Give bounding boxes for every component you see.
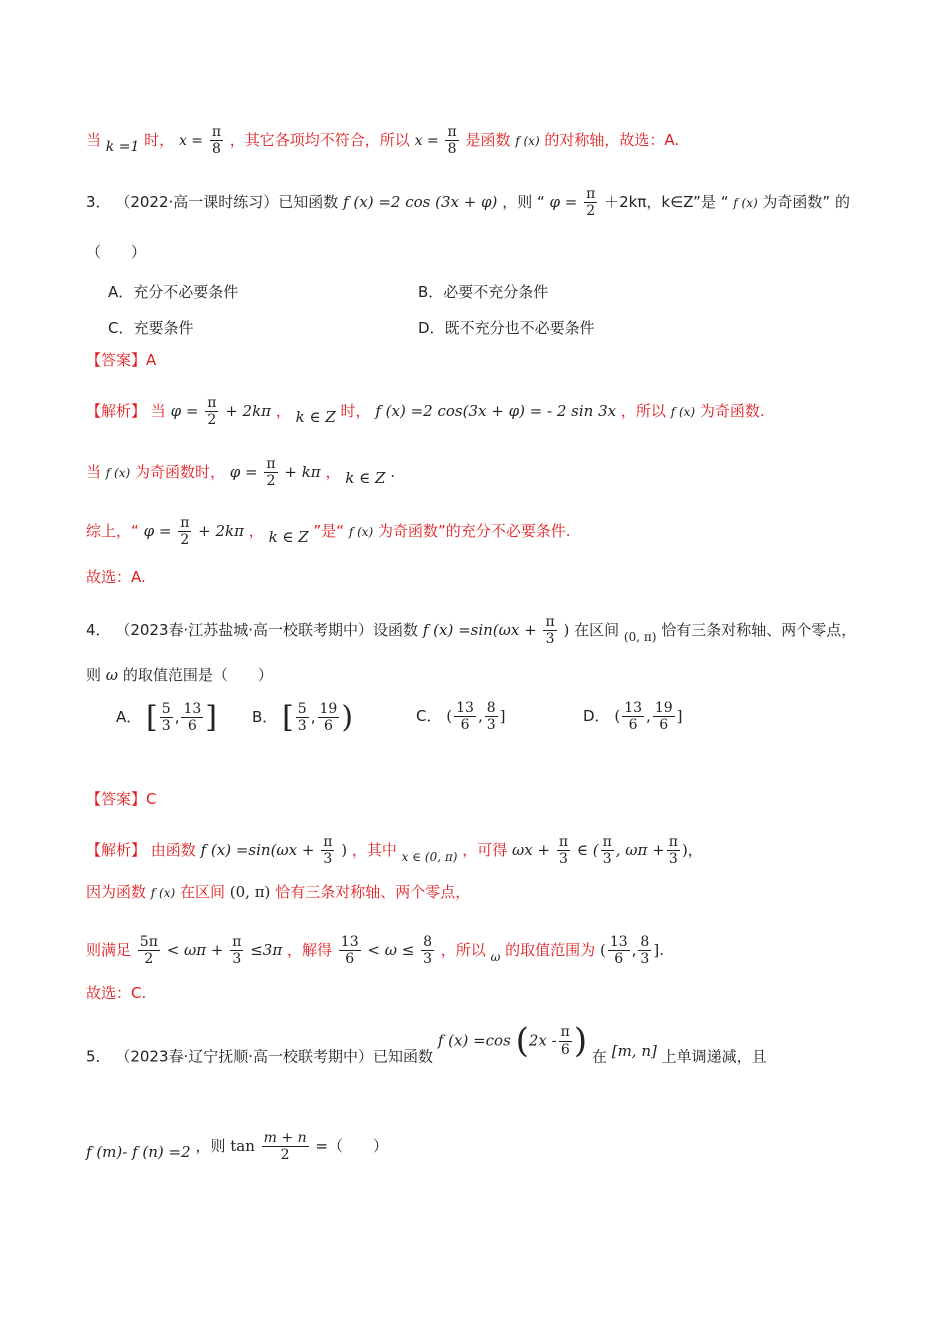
q4-choose: 故选：C. (86, 984, 147, 1002)
q4-stem: 4． （2023春·江苏盐城·高一校联考期中）设函数 f (x) =sin(ωx + $\frac{\pi}{3}$ ) 在区间 $_{(0, \pi)}$ 恰有三条对称轴、两个零点， (86, 614, 857, 648)
pi-over-3: $\frac{\pi}{3}$ (323, 834, 333, 868)
question-source: （2023春·辽宁抚顺·高一校联考期中）已知函数 (115, 1047, 434, 1066)
q4-option-c[interactable]: C． ( $\frac{13}{6}$ , $\frac{8}{3}$ ] (416, 700, 506, 734)
pi-over-8: $\frac{\pi}{8}$ (211, 124, 222, 158)
text: 当 (86, 131, 102, 150)
q4-option-a[interactable]: A． [ $\frac{5}{3}$ , $\frac{13}{6}$ ] (116, 700, 218, 735)
answer-blank: （ ） (86, 243, 147, 261)
q3-option-c[interactable]: C．充要条件 (108, 319, 194, 337)
question-number: 5． (86, 1047, 111, 1066)
analysis-tag: 【解析】 (86, 402, 147, 421)
q4-stem-2: 则 ω 的取值范围是（ ） (86, 666, 273, 684)
text: 是函数 (465, 131, 511, 150)
phi-eq: φ = (549, 193, 578, 212)
question-number: 4． (86, 621, 111, 640)
q5-stem-2: f (m)- f (n) =2 ，则 tan $\frac{m + n}{2}$ =（ ） (86, 1130, 388, 1164)
q4-answer: 【答案】C (86, 790, 157, 808)
text: ，其它各项均不符合，所以 (229, 131, 410, 150)
x-eq: x = (414, 133, 439, 150)
q4-analysis-1: 【解析】 由函数 f (x) =sin(ωx + $\frac{\pi}{3}$ ) ，其中 $_{x \in (0, \pi)}$ ，可得 ωx + $\frac{\pi}{3}$ ∈ ( $\frac{\pi}{3}$ , ωπ + $\frac{\pi}{3}$ )， (86, 834, 703, 868)
q3-analysis-1: 【解析】 当 φ = $\frac{\pi}{2}$ + 2kπ ， k ∈ Z 时， f (x) =2 cos(3x + φ) = - 2 sin 3x ，所以 f (x) 为奇函数. (86, 395, 765, 429)
q4-option-d[interactable]: D． ( $\frac{13}{6}$ , $\frac{19}{6}$ ] (583, 700, 683, 734)
function-expr: f (x) =2 cos (3x + φ) (343, 193, 498, 212)
question-number: 3． (86, 193, 111, 212)
pi-over-8: $\frac{\pi}{8}$ (447, 124, 457, 158)
prev-solution-line (86, 124, 880, 157)
text: ，则 “ (502, 193, 545, 212)
pi-over-2: $\frac{\pi}{2}$ (207, 395, 217, 429)
q3-option-a[interactable]: A．充分不必要条件 (108, 283, 239, 301)
q3-choose: 故选：A. (86, 568, 146, 586)
q4-analysis-3: 则满足 $\frac{5\pi}{2}$ < ωπ + $\frac{\pi}{3}$ ≤3π ，解得 $\frac{13}{6}$ < ω ≤ $\frac{8}{3}$ ，所以 $_\omega$ 的取值范围为 ( $\frac{13}{6}$ , $\frac{8}{3}$ ]. (86, 934, 664, 968)
question-source: （2023春·江苏盐城·高一校联考期中）设函数 (115, 621, 419, 640)
text: 的对称轴，故选：A. (544, 131, 680, 150)
question-source: （2022·高一课时练习）已知函数 (115, 193, 339, 212)
text: 时， (144, 131, 175, 150)
x-eq: x = (178, 133, 204, 150)
k-condition: k =1 (105, 139, 140, 156)
analysis-tag: 【解析】 (86, 841, 147, 860)
q3-analysis-3: 综上，“ φ = $\frac{\pi}{2}$ + 2kπ ， k ∈ Z ”是“ f (x) 为奇函数”的充分不必要条件. (86, 515, 571, 549)
pi-over-2: $\frac{\pi}{2}$ (586, 186, 596, 220)
text: 为奇函数” 的 (762, 193, 850, 212)
q3-option-d[interactable]: D．既不充分也不必要条件 (418, 319, 595, 337)
fx: f (x) (733, 196, 758, 211)
pi-over-2: $\frac{\pi}{2}$ (266, 456, 276, 490)
q5-stem: 5． （2023春·辽宁抚顺·高一校联考期中）已知函数 f (x) =cos (2x - $\frac{\pi}{6}$ ) 在 [m, n] 上单调递减，且 (86, 1021, 767, 1066)
q3-analysis-2: 当 f (x) 为奇函数时， φ = $\frac{\pi}{2}$ + kπ ， k ∈ Z . (86, 456, 395, 490)
q4-analysis-2: 因为函数 f (x) 在区间 (0, π) 恰有三条对称轴、两个零点， (86, 883, 471, 901)
q3-answer: 【答案】A (86, 351, 157, 369)
q3-option-b[interactable]: B．必要不充分条件 (418, 283, 549, 301)
q4-option-b[interactable]: B． [ $\frac{5}{3}$ , $\frac{19}{6}$ ) (252, 700, 354, 735)
fx: f (x) (515, 134, 540, 149)
equation-chain: f (x) =2 cos(3x + φ) = - 2 sin 3x (375, 402, 617, 421)
pi-over-2: $\frac{\pi}{2}$ (180, 515, 190, 549)
pi-over-3: $\frac{\pi}{3}$ (545, 614, 555, 648)
q3-stem (86, 186, 880, 219)
text: ＋2kπ，k∈Z”是 “ (604, 193, 729, 212)
